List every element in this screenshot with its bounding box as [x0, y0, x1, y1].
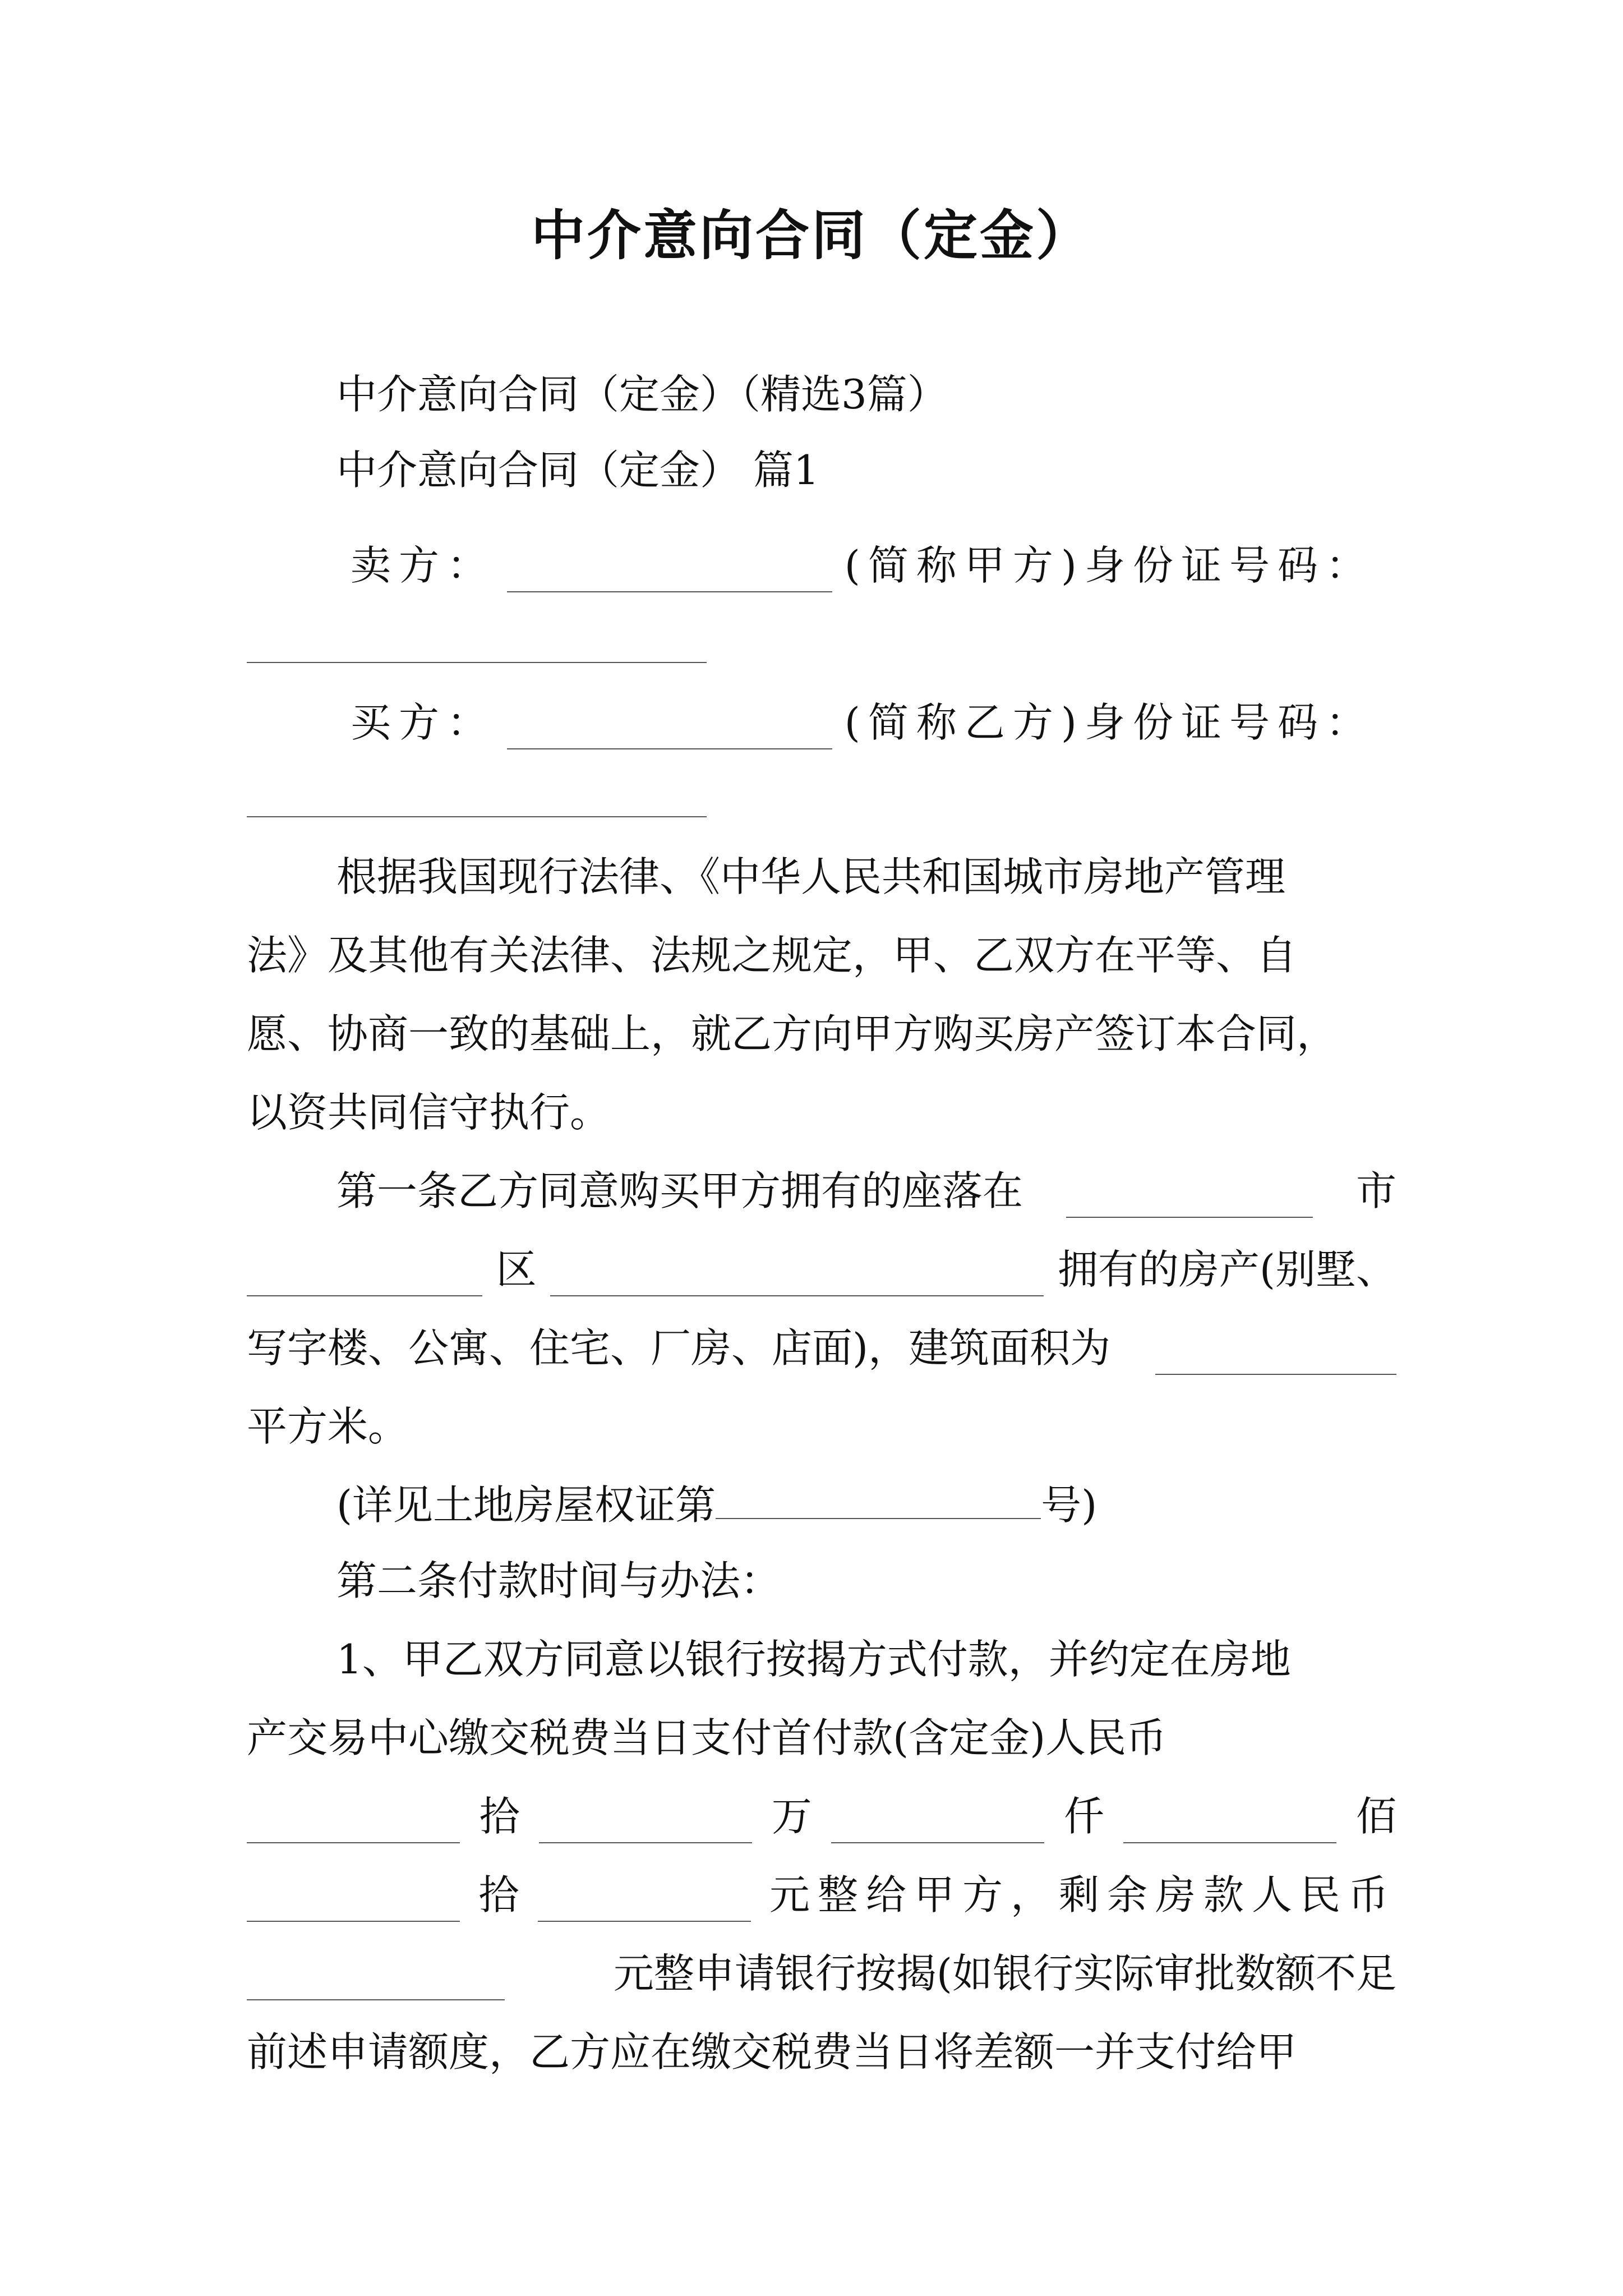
amount-blank-6: [538, 1881, 751, 1922]
article-1-text-a: 第一条乙方同意购买甲方拥有的座落在: [336, 1167, 1023, 1214]
subtitle: 中介意向合同（定金）（精选3篇）: [336, 371, 948, 418]
remaining-amount-blank: [247, 1960, 505, 2000]
city-blank: [1066, 1177, 1313, 1218]
article-1-line-2: [247, 1243, 1396, 1296]
certificate-number-blank: [716, 1479, 1041, 1519]
buyer-label: 买方：: [351, 699, 496, 746]
payment-line-3: [247, 1789, 1396, 1843]
unit-wan: 万: [771, 1793, 812, 1840]
payment-line-1: 1、甲乙双方同意以银行按揭方式付款，并约定在房地: [336, 1636, 1291, 1683]
intro-line-1: 根据我国现行法律、《中华人民共和国城市房地产管理: [336, 853, 1286, 900]
amount-blank-2: [539, 1803, 752, 1843]
unit-shi-2: 拾: [478, 1871, 519, 1918]
article-1-text-b: 市: [1355, 1167, 1396, 1214]
article-2-heading: 第二条付款时间与办法：: [336, 1557, 781, 1604]
intro-line-4: 以资共同信守执行。: [247, 1089, 611, 1136]
payment-line-6: 前述申请额度，乙方应在缴交税费当日将差额一并支付给甲: [247, 2028, 1297, 2076]
article-1-line-1: [336, 1164, 1396, 1218]
certificate-text-a: (详见土地房屋权证第: [336, 1481, 716, 1529]
unit-qian: 仟: [1063, 1793, 1104, 1840]
district-blank: [247, 1256, 482, 1296]
seller-id-blank: [247, 662, 707, 663]
amount-blank-3: [831, 1803, 1044, 1843]
payment-line-5-text: 元整申请银行按揭(如银行实际审批数额不足: [613, 1950, 1396, 1997]
article-1-text-d: 拥有的房产(别墅、: [1057, 1246, 1396, 1293]
document-title: 中介意向合同（定金）: [531, 204, 1092, 267]
section-heading: 中介意向合同（定金） 篇1: [336, 447, 819, 494]
payment-line-4: [247, 1868, 1396, 1922]
payment-line-5: [247, 1947, 1396, 2000]
amount-blank-1: [247, 1803, 460, 1843]
buyer-name-blank: [507, 709, 832, 749]
certificate-line: [336, 1478, 1396, 1532]
buyer-suffix: (简称乙方)身份证号码：: [844, 699, 1374, 746]
area-blank: [1155, 1335, 1396, 1375]
payment-line-4-text: 元整给甲方，剩余房款人民币: [769, 1871, 1396, 1918]
buyer-line: [351, 696, 1374, 749]
seller-label: 卖方：: [351, 542, 496, 589]
intro-line-2: 法》及其他有关法律、法规之规定，甲、乙双方在平等、自: [247, 932, 1297, 979]
unit-bai: 佰: [1355, 1793, 1396, 1840]
article-1-text-f: 平方米。: [247, 1403, 409, 1450]
amount-blank-5: [247, 1881, 460, 1922]
intro-line-3: 愿、协商一致的基础上，就乙方向甲方购买房产签订本合同，: [247, 1010, 1338, 1057]
payment-line-2-text: 产交易中心缴交税费当日支付首付款(含定金)人民币: [247, 1714, 1167, 1761]
buyer-id-blank: [247, 816, 707, 817]
article-1-text-e: 写字楼、公寓、住宅、厂房、店面)，建筑面积为: [247, 1324, 1111, 1372]
payment-line-2: [247, 1711, 1396, 1765]
certificate-text-b: 号): [1041, 1481, 1098, 1529]
seller-line: [351, 539, 1374, 592]
unit-shi-1: 拾: [479, 1793, 520, 1840]
seller-name-blank: [507, 552, 832, 592]
amount-blank-4: [1123, 1803, 1336, 1843]
article-1-line-3: [247, 1321, 1396, 1375]
seller-suffix: (简称甲方)身份证号码：: [844, 542, 1374, 589]
address-blank: [550, 1256, 1044, 1296]
article-1-text-c: 区: [496, 1246, 537, 1293]
